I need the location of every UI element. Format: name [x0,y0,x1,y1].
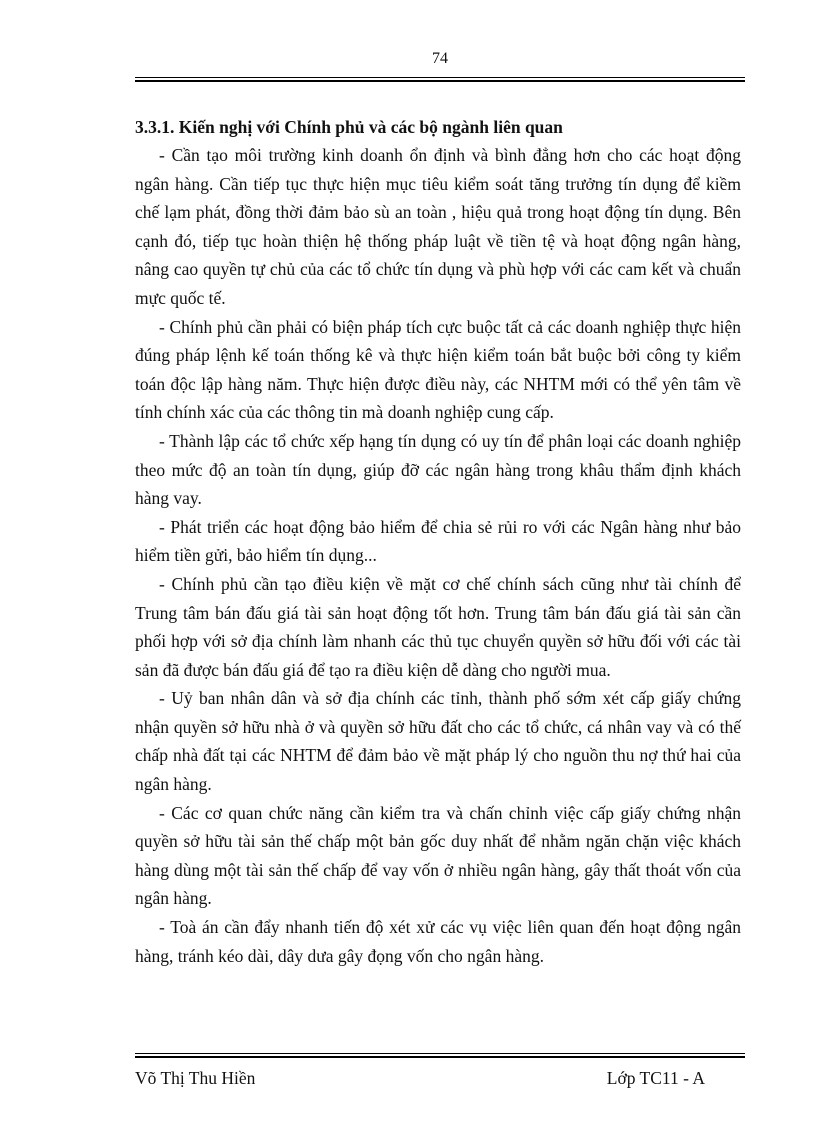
paragraph-insurance: - Phát triển các hoạt động bảo hiểm để chia sẻ rủi ro với các Ngân hàng như bảo hiểm tiền gửi, bảo hiểm tín dụng... [135,516,741,566]
paragraph-court-procedures: - Toà án cần đẩy nhanh tiến độ xét xử các vụ việc liên quan đến hoạt động ngân hàng, tránh kéo dài, dây dưa gây đọng vốn cho ngân hàng. [135,917,741,966]
header-divider [135,77,745,82]
paragraph-land-certificate: - Uỷ ban nhân dân và sở địa chính các tỉnh, thành phố sớm xét cấp giấy chứng nhận quyền sở hữu nhà ở và quyền sở hữu đất cho các tổ chức, cá nhân vay và có thế chấp nhà đất tại các NHTM để đảm bảo về mặt pháp lý cho nguồn thu nợ thứ hai của ngân hàng. [135,688,741,795]
paragraph-audit-requirement: - Chính phủ cần phải có biện pháp tích cực buộc tất cả các doanh nghiệp thực hiện đúng pháp lệnh kế toán thống kê và thực hiện kiểm toán bắt buộc bởi công ty kiểm toán độc lập hàng năm. Thực hiện được điều này, các NHTM mới có thể yên tâm về tính chính xác của các thông tin mà doanh nghiệp cung cấp. [135,316,741,423]
paragraph-collateral-control: - Các cơ quan chức năng cần kiểm tra và chấn chỉnh việc cấp giấy chứng nhận quyền sở hữu tài sản thế chấp một bản gốc duy nhất để nhằm ngăn chặn việc khách hàng dùng một tài sản thế chấp để vay vốn ở nhiều ngân hàng, gây thất thoát vốn của ngân hàng. [135,802,741,909]
page-number: 74 [432,50,448,67]
paragraph-auction-center: - Chính phủ cần tạo điều kiện về mặt cơ chế chính sách cũng như tài chính để Trung tâm bán đấu giá tài sản hoạt động tốt hơn. Trung tâm bán đấu giá tài sản cần phối hợp với sở địa chính làm nhanh các thủ tục chuyển quyền sở hữu đối với các tài sản đã được bán đấu giá để tạo ra điều kiện dễ dàng cho người mua. [135,573,741,680]
footer-author: Võ Thị Thu Hiền [135,1068,256,1088]
paragraph-business-environment: - Cần tạo môi trường kinh doanh ổn định và bình đẳng hơn cho các hoạt động ngân hàng. Cần tiếp tục thực hiện mục tiêu kiểm soát tăng trưởng tín dụng để kiềm chế lạm phát, đồng thời đảm bảo sù an toàn , hiệu quả trong hoạt động tín dụng. Bên cạnh đó, tiếp tục hoàn thiện hệ thống pháp luật về tiền tệ và hoạt động ngân hàng, nâng cao quyền tự chủ của các tổ chức tín dụng và phù hợp với các cam kết và chuẩn mực quốc tế. [135,145,741,308]
paragraph-credit-rating: - Thành lập các tổ chức xếp hạng tín dụng có uy tín để phân loại các doanh nghiệp theo mức độ an toàn tín dụng, giúp đỡ các ngân hàng trong khâu thẩm định khách hàng vay. [135,430,741,509]
page-footer [135,1065,741,1091]
footer-class: Lớp TC11 - A [606,1068,705,1088]
section-heading: 3.3.1. Kiến nghị với Chính phủ và các bộ ngành liên quan [135,117,563,137]
footer-divider [135,1053,745,1058]
main-content [135,113,741,970]
